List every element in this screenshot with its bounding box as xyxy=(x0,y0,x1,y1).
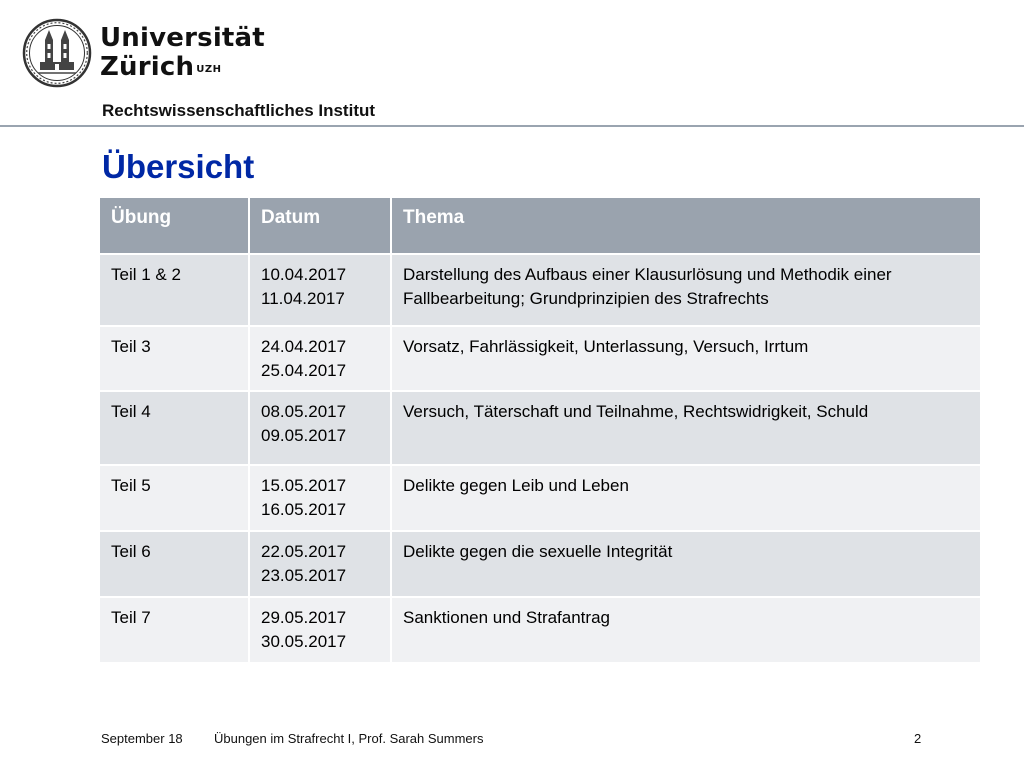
institute-name: Rechtswissenschaftliches Institut xyxy=(102,101,376,120)
date-value: 15.05.2017 xyxy=(261,476,347,495)
datum-cell xyxy=(249,531,391,597)
date-value: 29.05.2017 xyxy=(261,608,347,627)
university-abbreviation: UZH xyxy=(196,64,222,75)
university-seal-icon xyxy=(22,18,92,88)
table-row xyxy=(100,597,980,663)
footer-date: September 18 xyxy=(101,731,183,746)
datum-cell xyxy=(249,254,391,326)
thema-cell: Versuch, Täterschaft und Teilnahme, Rechtswidrigkeit, Schuld xyxy=(391,391,980,465)
date-value: 11.04.2017 xyxy=(261,289,345,308)
thema-cell: Sanktionen und Strafantrag xyxy=(391,597,980,663)
date-value: 22.05.2017 xyxy=(261,542,347,561)
thema-cell: Vorsatz, Fahrlässigkeit, Unterlassung, Versuch, Irrtum xyxy=(391,326,980,391)
date-value: 16.05.2017 xyxy=(261,500,347,519)
table-row xyxy=(100,254,980,326)
uebung-cell: Teil 6 xyxy=(100,531,249,597)
schedule-table xyxy=(100,198,980,664)
table-row xyxy=(100,391,980,465)
header-divider xyxy=(0,125,1024,127)
column-header-uebung: Übung xyxy=(100,198,249,254)
uebung-cell: Teil 3 xyxy=(100,326,249,391)
thema-cell: Delikte gegen die sexuelle Integrität xyxy=(391,531,980,597)
date-value: 30.05.2017 xyxy=(261,632,347,651)
thema-cell: Delikte gegen Leib und Leben xyxy=(391,465,980,531)
uebung-cell: Teil 4 xyxy=(100,391,249,465)
uebung-cell: Teil 1 & 2 xyxy=(100,254,249,326)
date-value: 09.05.2017 xyxy=(261,426,347,445)
datum-cell xyxy=(249,465,391,531)
university-wordmark xyxy=(100,24,265,82)
slide-title: Übersicht xyxy=(102,148,255,185)
university-name-city: Zürich xyxy=(100,52,195,82)
column-header-datum: Datum xyxy=(249,198,391,254)
date-value: 23.05.2017 xyxy=(261,566,347,585)
table-row xyxy=(100,326,980,391)
uebung-cell: Teil 7 xyxy=(100,597,249,663)
university-name-line1: Universität xyxy=(100,23,265,53)
table-header-row xyxy=(100,198,980,254)
date-value: 24.04.2017 xyxy=(261,337,347,356)
thema-cell: Darstellung des Aufbaus einer Klausurlösung und Methodik einer Fallbearbeitung; Grundprinzipien des Strafrechts xyxy=(391,254,980,326)
date-value: 10.04.2017 xyxy=(261,265,347,284)
column-header-thema: Thema xyxy=(391,198,980,254)
footer-course-title: Übungen im Strafrecht I, Prof. Sarah Summers xyxy=(214,731,484,746)
datum-cell xyxy=(249,597,391,663)
university-name-line2 xyxy=(100,53,265,82)
date-value: 08.05.2017 xyxy=(261,402,347,421)
table-row xyxy=(100,465,980,531)
datum-cell xyxy=(249,326,391,391)
table-row xyxy=(100,531,980,597)
date-value: 25.04.2017 xyxy=(261,361,347,380)
uebung-cell: Teil 5 xyxy=(100,465,249,531)
page-number: 2 xyxy=(914,731,922,746)
datum-cell xyxy=(249,391,391,465)
